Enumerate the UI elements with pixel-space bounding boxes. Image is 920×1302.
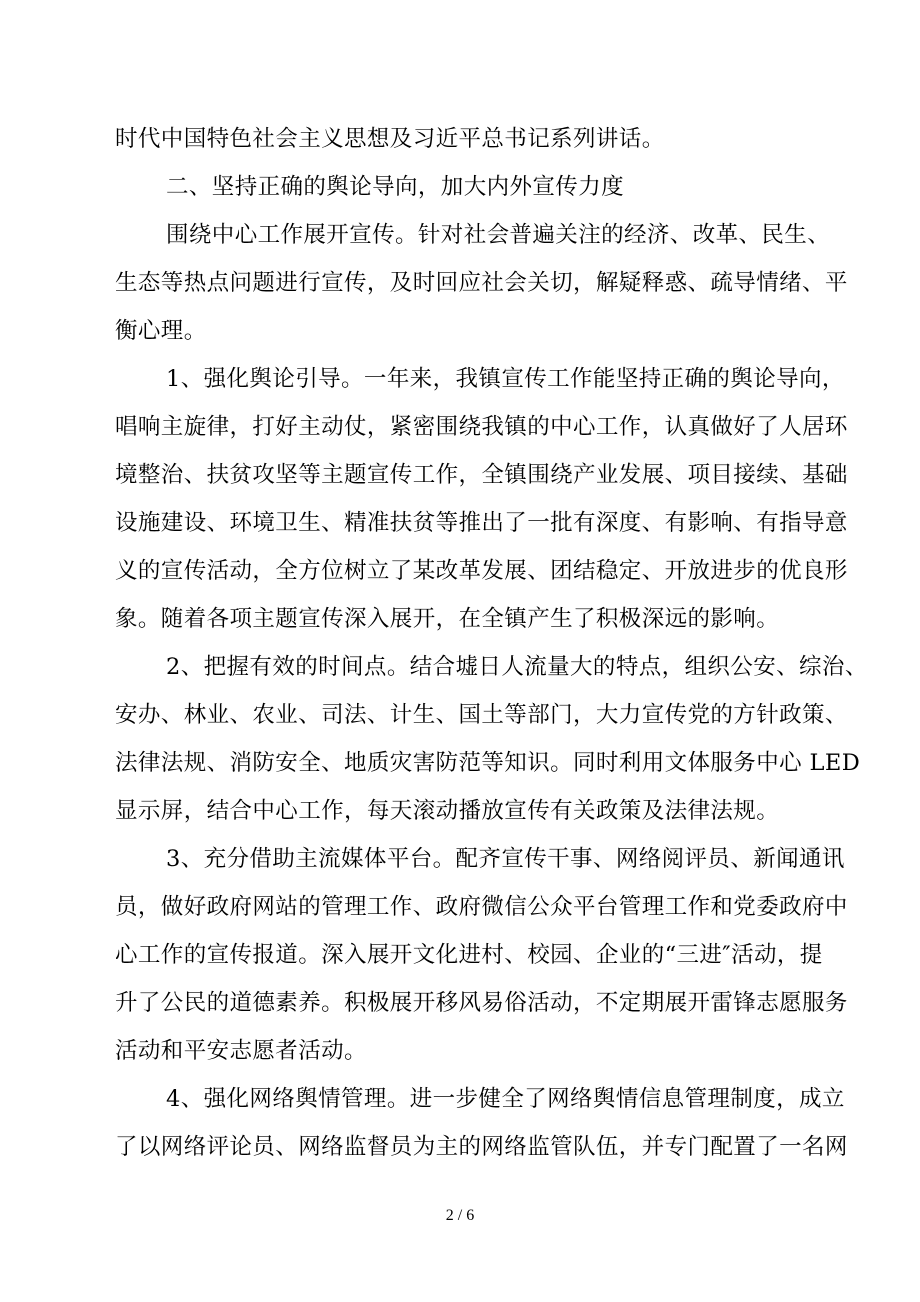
body-text-line: 象。随着各项主题宣传深入展开，在全镇产生了积极深远的影响。 — [115, 606, 780, 632]
body-text-line: 法律法规、消防安全、地质灾害防范等知识。同时利用文体服务中心 LED — [115, 750, 861, 776]
body-text-line: 义的宣传活动，全方位树立了某改革发展、团结稳定、开放进步的优良形 — [115, 558, 848, 584]
body-text-line: 时代中国特色社会主义思想及习近平总书记系列讲话。 — [115, 126, 665, 152]
body-text-line: 员，做好政府网站的管理工作、政府微信公众平台管理工作和党委政府中 — [115, 894, 848, 920]
body-text-line: 生态等热点问题进行宣传，及时回应社会关切，解疑释惑、疏导情绪、平 — [115, 270, 848, 296]
body-text-line: 唱响主旋律，打好主动仗，紧密围绕我镇的中心工作，认真做好了人居环 — [115, 414, 848, 440]
body-text-line: 围绕中心工作展开宣传。针对社会普遍关注的经济、改革、民生、 — [166, 222, 831, 248]
body-text-line: 1、强化舆论引导。一年来，我镇宣传工作能坚持正确的舆论导向， — [166, 366, 845, 392]
body-text-line: 3、充分借助主流媒体平台。配齐宣传干事、网络阅评员、新闻通讯 — [166, 846, 845, 872]
body-text-line: 升了公民的道德素养。积极展开移风易俗活动，不定期展开雷锋志愿服务 — [115, 990, 848, 1016]
body-text-line: 衡心理。 — [115, 318, 207, 344]
body-text-line: 显示屏，结合中心工作，每天滚动播放宣传有关政策及法律法规。 — [115, 798, 780, 824]
section-heading: 二、坚持正确的舆论导向，加大内外宣传力度 — [166, 174, 625, 200]
body-text-line: 了以网络评论员、网络监督员为主的网络监管队伍，并专门配置了一名网 — [115, 1134, 848, 1160]
body-text-line: 4、强化网络舆情管理。进一步健全了网络舆情信息管理制度，成立 — [166, 1086, 845, 1112]
body-text-line: 心工作的宣传报道。深入展开文化进村、校园、企业的“三进″活动，提 — [115, 942, 823, 968]
body-text-line: 境整治、扶贫攻坚等主题宣传工作，全镇围绕产业发展、项目接续、基础 — [115, 462, 848, 488]
body-text-line: 2、把握有效的时间点。结合墟日人流量大的特点，组织公安、综治、 — [166, 654, 868, 680]
body-text-line: 活动和平安志愿者活动。 — [115, 1038, 367, 1064]
page-number: 2 / 6 — [445, 1207, 475, 1224]
body-text-line: 安办、林业、农业、司法、计生、国土等部门，大力宣传党的方针政策、 — [115, 702, 848, 728]
body-text-line: 设施建设、环境卫生、精准扶贫等推出了一批有深度、有影响、有指导意 — [115, 510, 848, 536]
